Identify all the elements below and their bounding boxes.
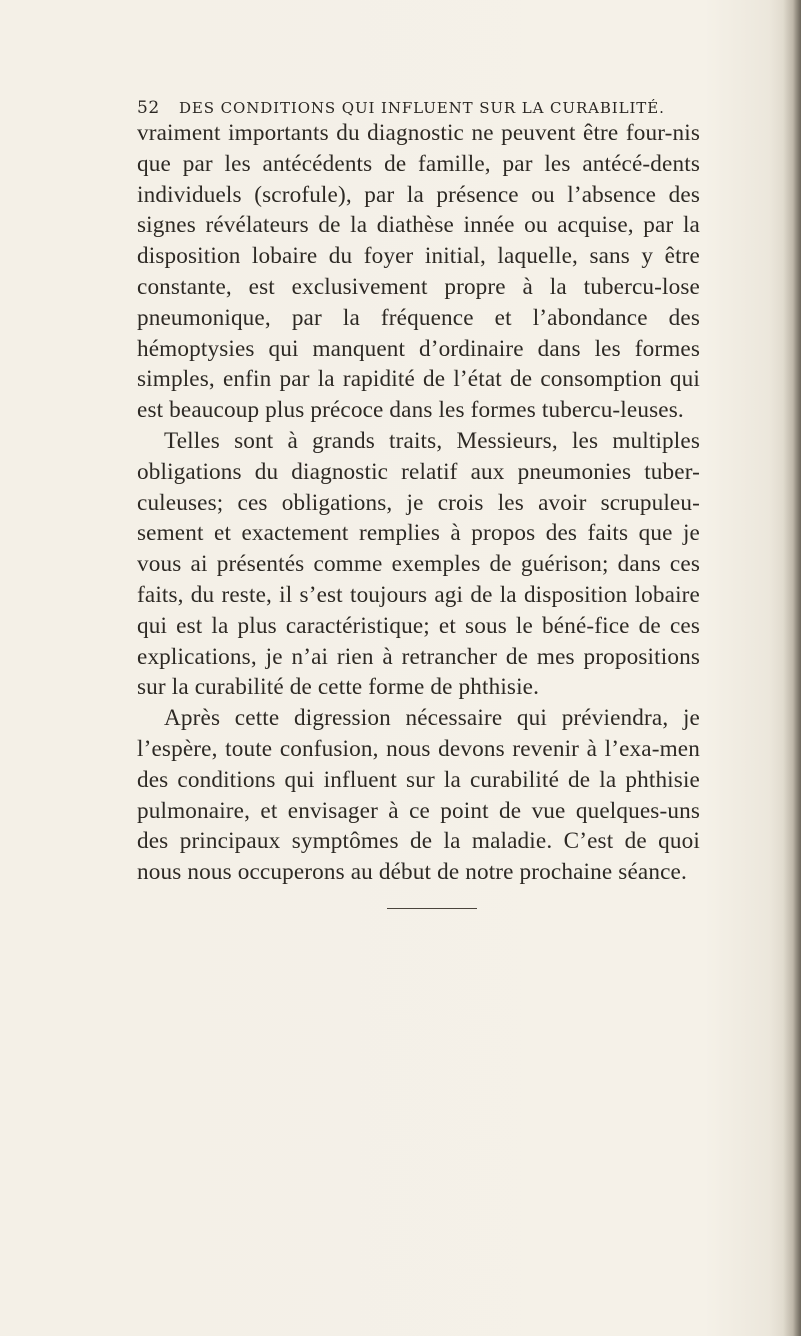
body-text [137, 118, 700, 888]
running-title: DES CONDITIONS QUI INFLUENT SUR LA CURABILITÉ. [179, 99, 665, 117]
running-header [137, 98, 697, 120]
section-end-rule [387, 908, 477, 909]
paragraph-diagnostic-obligations: Telles sont à grands traits, Messieurs, les multiples obligations du diagnostic relatif aux pneumonies tuber-culeuses; ces obligations, je crois les avoir scrupuleu-sement et exactement remplies à propos des faits que je vous ai présentés comme exemples de guérison; dans ces faits, du reste, il s’est toujours agi de la disposition lobaire qui est la plus caractéristique; et sous le béné-fice de ces explications, je n’ai rien à retrancher de mes propositions sur la curabilité de cette forme de phthisie. [137, 427, 700, 701]
paragraph-diagnostic-signs: vraiment importants du diagnostic ne peuvent être four-nis que par les antécédents de famille, par les antécé-dents individuels (scrofule), par la présence ou l’absence des signes révélateurs de la diathèse innée ou acquise, par la disposition lobaire du foyer initial, laquelle, sans y être constante, est exclusivement propre à la tubercu-lose pneumonique, par la fréquence et l’abondance des hémoptysies qui manquent d’ordinaire dans les formes simples, enfin par la rapidité de l’état de consomption qui est beaucoup plus précoce dans les formes tubercu-leuses. [137, 120, 700, 424]
paragraph-digression-conclusion: Après cette digression nécessaire qui préviendra, je l’espère, toute confusion, nous devons revenir à l’exa-men des conditions qui influent sur la curabilité de la phthisie pulmonaire, et envisager à ce point de vue quelques-uns des principaux symptômes de la maladie. C’est de quoi nous nous occuperons au début de notre prochaine séance. [137, 705, 700, 886]
page-number: 52 [137, 98, 160, 118]
page-edge-shadow [783, 0, 801, 1336]
